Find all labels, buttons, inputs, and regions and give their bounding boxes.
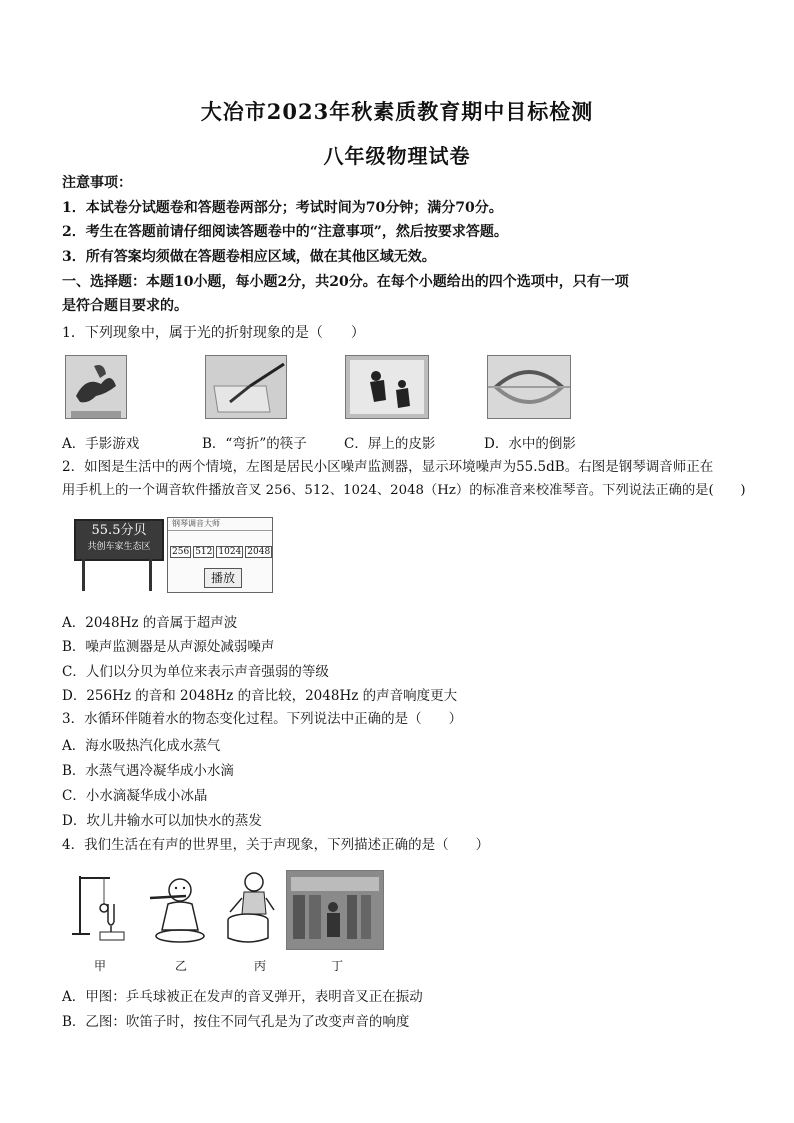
q4-caption-bing: 丙 — [254, 959, 267, 973]
frequency-button-1024[interactable]: 1024 — [218, 547, 242, 557]
section-heading-line2: 是符合题目要求的。 — [62, 298, 188, 314]
q1-image-hand-shadow — [65, 355, 127, 419]
q2-option-d: D．256Hz 的音和 2048Hz 的音比较，2048Hz 的声音响度更大 — [62, 688, 458, 704]
tuning-app-title: 钢琴调音大师 — [168, 518, 272, 531]
flute-player-icon — [146, 872, 210, 944]
noise-monitor-value: 55.5分贝 — [91, 523, 147, 538]
q1-option-b: B．“弯折”的筷子 — [202, 436, 307, 452]
frequency-button-2048[interactable]: 2048 — [247, 547, 271, 557]
q4-caption-yi: 乙 — [175, 959, 188, 973]
q4-caption-ding: 丁 — [331, 959, 344, 973]
q3-stem: 3．水循环伴随着水的物态变化过程。下列说法中正确的是（ ） — [62, 711, 463, 727]
notice-heading: 注意事项： — [62, 175, 132, 191]
q1-option-a: A．手影游戏 — [62, 436, 140, 452]
section-heading-line1: 一、选择题：本题10小题，每小题2分，共20分。在每个小题给出的四个选项中，只有一项 — [62, 274, 629, 290]
q3-option-b: B．水蒸气遇冷凝华成小水滴 — [62, 763, 234, 779]
exam-title: 大冶市2023年秋素质教育期中目标检测 — [200, 99, 594, 124]
sign-post-left — [82, 559, 85, 591]
q3-option-a: A．海水吸热汽化成水蒸气 — [62, 738, 221, 754]
chopstick-in-water-icon — [206, 356, 286, 418]
notice-item-3: 3．所有答案均须做在答题卷相应区域，做在其他区域无效。 — [62, 249, 436, 265]
q1-option-d: D．水中的倒影 — [484, 436, 576, 452]
q1-image-bent-chopstick — [205, 355, 287, 419]
noise-monitor-label: 共创车家生态区 — [87, 542, 151, 552]
shadow-play-icon — [346, 356, 428, 418]
q4-option-a: A．甲图：乒乓球被正在发声的音叉弹开，表明音叉正在振动 — [62, 989, 423, 1005]
q3-option-d: D．坎儿井输水可以加快水的蒸发 — [62, 813, 262, 829]
tuning-frequency-buttons — [170, 546, 272, 558]
sign-post-right — [149, 559, 152, 591]
q2-option-c: C．人们以分贝为单位来表示声音强弱的等级 — [62, 664, 329, 680]
tuning-fork-pingpong-icon — [70, 870, 130, 944]
q4-option-b: B．乙图：吹笛子时，按住不同气孔是为了改变声音的响度 — [62, 1014, 410, 1030]
notice-item-2: 2．考生在答题前请仔细阅读答题卷中的“注意事项”，然后按要求答题。 — [62, 224, 508, 240]
drummer-icon — [224, 868, 278, 946]
tuning-app-panel — [167, 517, 273, 593]
q2-option-b: B．噪声监测器是从声源处减弱噪声 — [62, 639, 275, 655]
factory-workshop-icon — [287, 871, 383, 949]
q4-stem: 4．我们生活在有声的世界里，关于声现象，下列描述正确的是（ ） — [62, 837, 490, 853]
play-button[interactable]: 播放 — [204, 568, 242, 588]
bridge-reflection-icon — [488, 356, 570, 418]
frequency-button-256[interactable]: 256 — [172, 547, 190, 557]
q1-stem: 1．下列现象中，属于光的折射现象的是（ ） — [62, 325, 365, 341]
q2-stem-line2: 用手机上的一个调音软件播放音叉 256、512、1024、2048（Hz）的标准音来校准琴音。下列说法正确的是( ) — [62, 483, 746, 498]
q2-stem-line1: 2．如图是生活中的两个情境，左图是居民小区噪声监测器，显示环境噪声为55.5dB。右图是钢琴调音师正在 — [62, 459, 714, 475]
q1-image-bridge-reflection — [487, 355, 571, 419]
q3-option-c: C．小水滴凝华成小冰晶 — [62, 788, 208, 804]
q4-image-factory — [286, 870, 384, 950]
q1-image-shadow-play — [345, 355, 429, 419]
frequency-button-512[interactable]: 512 — [195, 547, 213, 557]
hand-shadow-icon — [66, 356, 126, 418]
exam-subtitle: 八年级物理试卷 — [323, 144, 471, 168]
q1-option-c: C．屏上的皮影 — [344, 436, 436, 452]
noise-monitor-display — [74, 519, 164, 561]
notice-item-1: 1．本试卷分试题卷和答题卷两部分；考试时间为70分钟；满分70分。 — [62, 200, 503, 216]
q4-caption-jia: 甲 — [94, 959, 107, 973]
q2-option-a: A．2048Hz 的音属于超声波 — [62, 615, 238, 631]
